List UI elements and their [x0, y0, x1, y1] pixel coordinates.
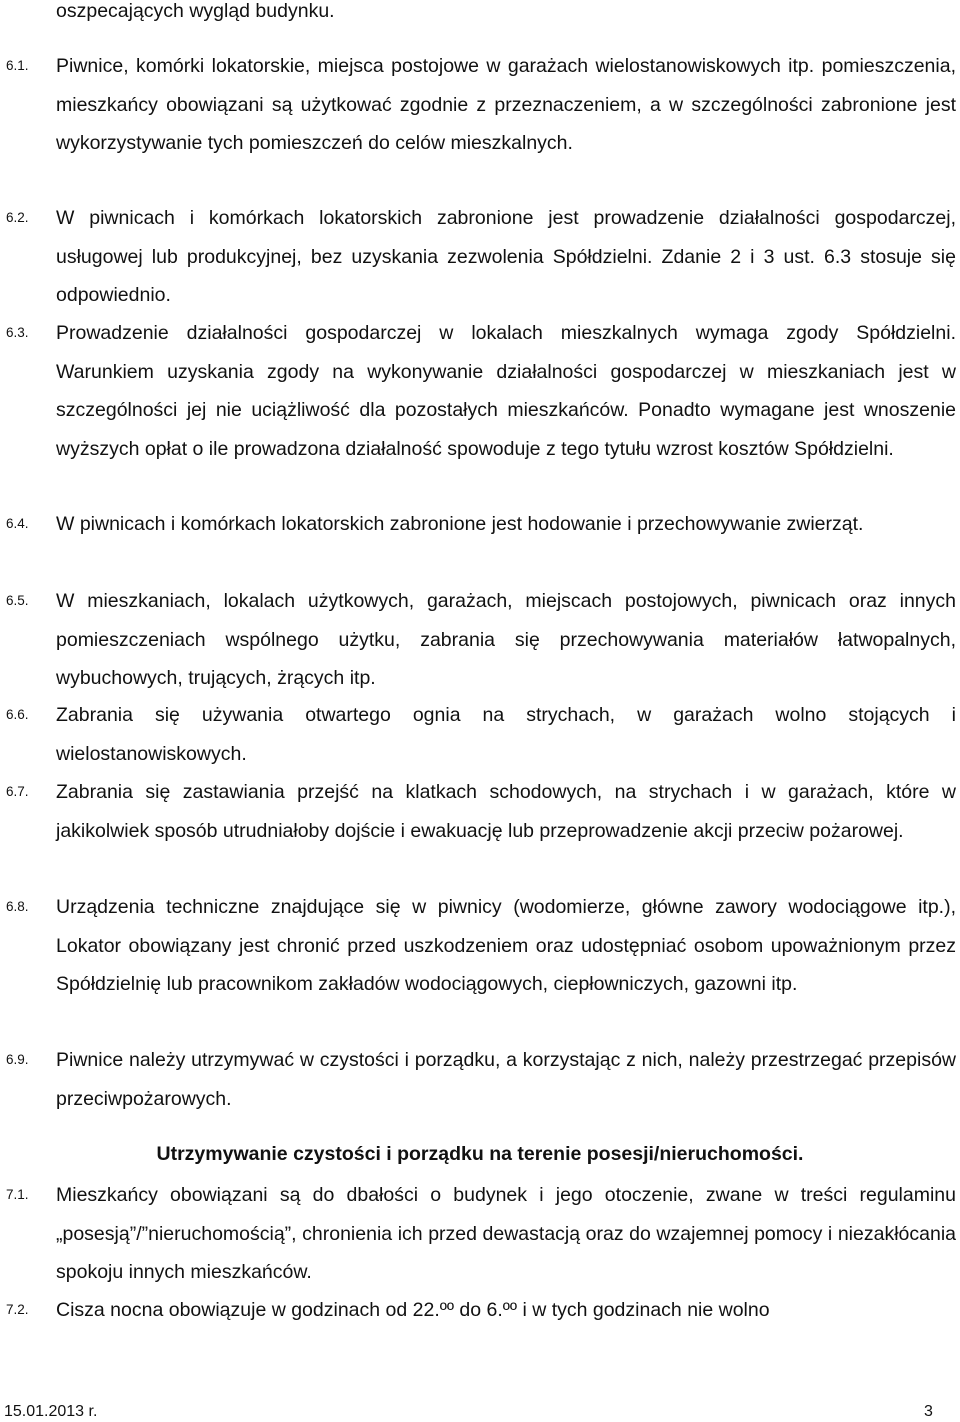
- paragraph-text: Piwnice, komórki lokatorskie, miejsca postojowe w garażach wielostanowiskowych itp. pomieszczenia, mieszkańcy obowiązani są użytkować zgodnie z przeznaczeniem, a w szczególności zabronione jest wykorzystywanie tych pomieszczeń do celów mieszkalnych.: [56, 55, 956, 154]
- paragraph-text: W mieszkaniach, lokalach użytkowych, garażach, miejscach postojowych, piwnicach oraz innych pomieszczeniach wspólnego użytku, zabrania się przechowywania materiałów łatwopalnych, wybuchowych, trujących, żrących itp.: [56, 590, 956, 689]
- intro-fragment: oszpecających wygląd budynku.: [56, 0, 335, 22]
- paragraph-number: 7.2.: [6, 1302, 29, 1317]
- page-number: 3: [924, 1403, 933, 1420]
- paragraph-number: 6.6.: [6, 707, 29, 722]
- paragraph-number: 6.5.: [6, 593, 29, 608]
- paragraph-number: 6.1.: [6, 58, 29, 73]
- paragraph-number: 6.7.: [6, 784, 29, 799]
- paragraph-text: Mieszkańcy obowiązani są do dbałości o budynek i jego otoczenie, zwane w treści regulaminu „posesją”/”nieruchomością”, chronienia ich przed dewastacją oraz do wzajemnej pomocy i niezakłócania spokoju innych mieszkańców.: [56, 1184, 956, 1283]
- paragraph-text: Cisza nocna obowiązuje w godzinach od 22.ºº do 6.ºº i w tych godzinach nie wolno: [56, 1299, 770, 1321]
- paragraph-number: 6.8.: [6, 899, 29, 914]
- paragraph-number: 7.1.: [6, 1187, 29, 1202]
- paragraph-text: Zabrania się zastawiania przejść na klatkach schodowych, na strychach i w garażach, które w jakikolwiek sposób utrudniałoby dojście i ewakuację lub przeprowadzenie akcji przeciw pożarowej.: [56, 781, 956, 842]
- footer-date: 15.01.2013 r.: [4, 1403, 98, 1420]
- paragraph-text: W piwnicach i komórkach lokatorskich zabronione jest prowadzenie działalności gospodarczej, usługowej lub produkcyjnej, bez uzyskania zezwolenia Spółdzielni. Zdanie 2 i 3 ust. 6.3 stosuje się odpowiednio.: [56, 207, 956, 306]
- section-heading: Utrzymywanie czystości i porządku na terenie posesji/nieruchomości.: [156, 1143, 804, 1165]
- paragraph-text: W piwnicach i komórkach lokatorskich zabronione jest hodowanie i przechowywanie zwierząt.: [56, 513, 864, 535]
- paragraph-text: Piwnice należy utrzymywać w czystości i porządku, a korzystając z nich, należy przestrzegać przepisów przeciwpożarowych.: [56, 1049, 956, 1110]
- paragraph-number: 6.2.: [6, 210, 29, 225]
- paragraph-text: Prowadzenie działalności gospodarczej w lokalach mieszkalnych wymaga zgody Spółdzielni. Warunkiem uzyskania zgody na wykonywanie działalności gospodarczej w mieszkaniach jest w szczególności jej nie uciążliwość dla pozostałych mieszkańców. Ponadto wymagane jest wnoszenie wyższych opłat o ile prowadzona działalność spowoduje z tego tytułu wzrost kosztów Spółdzielni.: [56, 322, 956, 460]
- paragraph-number: 6.4.: [6, 516, 29, 531]
- paragraph-text: Urządzenia techniczne znajdujące się w piwnicy (wodomierze, główne zawory wodociągowe itp.), Lokator obowiązany jest chronić przed uszkodzeniem oraz udostępniać osobom upoważnionym przez Spółdzielnię lub pracownikom zakładów wodociągowych, ciepłowniczych, gazowni itp.: [56, 896, 956, 995]
- paragraph-text: Zabrania się używania otwartego ognia na strychach, w garażach wolno stojących i wielostanowiskowych.: [56, 704, 956, 765]
- paragraph-number: 6.3.: [6, 325, 29, 340]
- paragraph-number: 6.9.: [6, 1052, 29, 1067]
